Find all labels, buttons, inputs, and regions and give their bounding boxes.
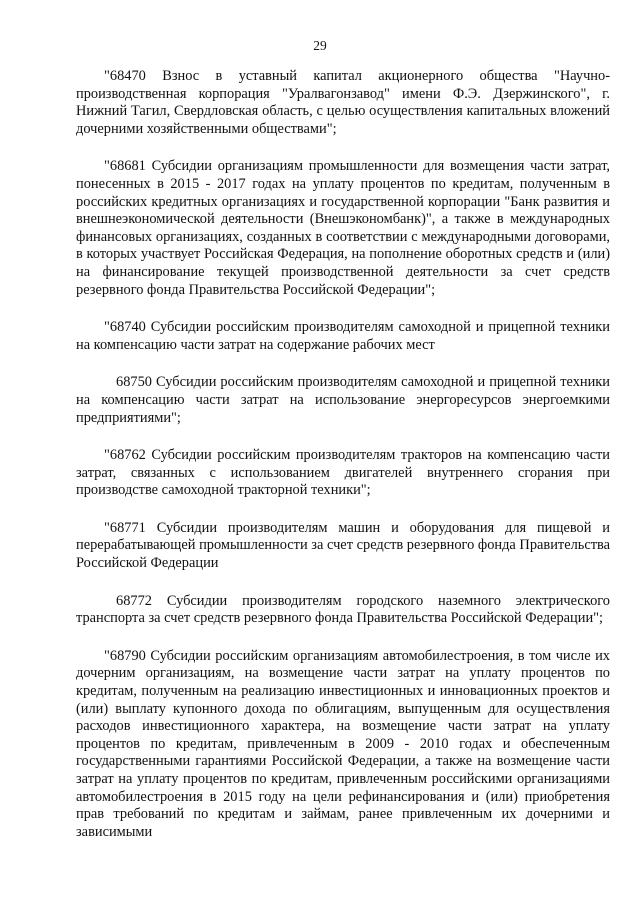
paragraph-68771: "68771 Субсидии производителям машин и оборудования для пищевой и перерабатывающей промышленности за счет средств резервного фонда Правительства Российской Федерации xyxy=(76,519,610,572)
paragraph-68740: "68740 Субсидии российским производителям самоходной и прицепной техники на компенсацию части затрат на содержание рабочих мест xyxy=(76,319,610,353)
page-number: 29 xyxy=(313,38,327,53)
paragraph-68470: "68470 Взнос в уставный капитал акционерного общества "Научно-производственная корпорация "Уралвагонзавод" имени Ф.Э. Дзержинского", г. Нижний Тагил, Свердловская область, с целью осуществления капитальных вложений дочерними хозяйственными обществами"; xyxy=(76,68,610,137)
paragraph-68750: 68750 Субсидии российским производителям самоходной и прицепной техники на компенсацию части затрат на использование энергоресурсов энергоемкими предприятиями"; xyxy=(76,374,610,426)
paragraph-68762: "68762 Субсидии российским производителям тракторов на компенсацию части затрат, связанных с использованием двигателей внутреннего сгорания при производстве самоходной тракторной техники"; xyxy=(76,447,610,499)
paragraph-68681: "68681 Субсидии организациям промышленности для возмещения части затрат, понесенных в 2015 - 2017 годах на уплату процентов по кредитам, полученным в российских кредитных организациях и государственной корпорации "Банк развития и внешнеэкономической деятельности (Внешэкономбанк)", а также в международных финансовых организациях, созданных в соответствии с международными договорами, в которых участвует Российская Федерация, на пополнение оборотных средств и (или) на финансирование текущей производственной деятельности за счет средств резервного фонда Правительства Российской Федерации"; xyxy=(76,158,610,298)
document-body xyxy=(76,68,610,841)
paragraph-68790: "68790 Субсидии российским организациям автомобилестроения, в том числе их дочерним организациям, на возмещение части затрат на уплату процентов по кредитам, полученным на реализацию инвестиционных и инновационных проектов и (или) выплату купонного дохода по облигациям, выпущенным для осуществления расходов инвестиционного характера, на возмещение части затрат на уплату процентов по кредитам, привлеченным в 2009 - 2010 годах и обеспеченным государственными гарантиями Российской Федерации, а также на возмещение части затрат на уплату процентов по кредитам, привлеченным российскими организациями автомобилестроения в 2015 году на цели рефинансирования и (или) приобретения прав требований по кредитам и займам, ранее привлеченным их дочерними и зависимыми xyxy=(76,647,610,840)
paragraph-68772: 68772 Субсидии производителям городского наземного электрического транспорта за счет средств резервного фонда Правительства Российской Федерации"; xyxy=(76,592,610,627)
